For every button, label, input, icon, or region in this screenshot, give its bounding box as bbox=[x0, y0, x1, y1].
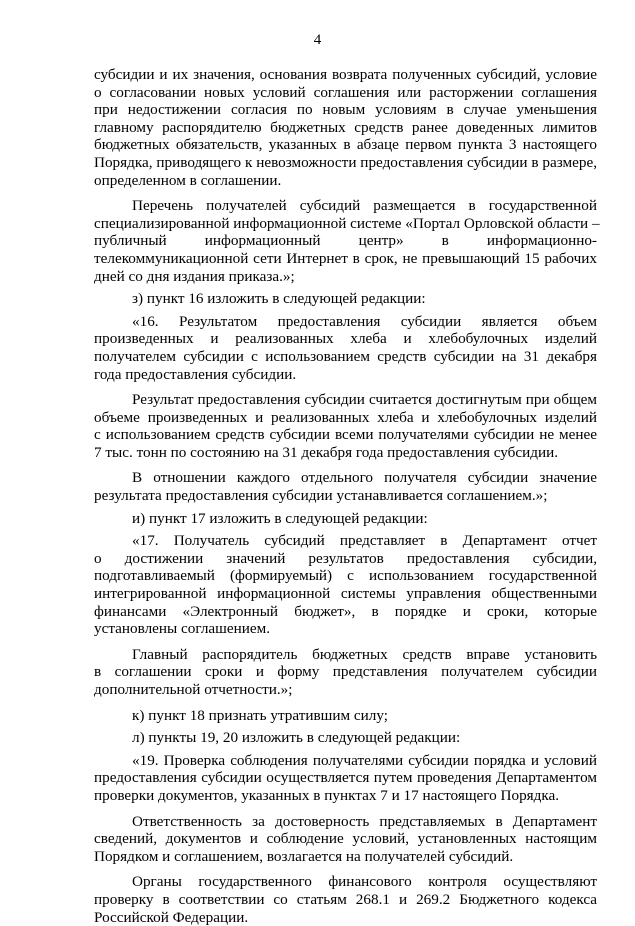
text-line: «16. Результатом предоставления субсидии является объем bbox=[132, 312, 597, 330]
text-line: Российской Федерации. bbox=[94, 908, 249, 926]
text-line: Органы государственного финансового контроля осуществляют bbox=[132, 873, 597, 891]
text-line: публичный информационный центр» в информационно- bbox=[94, 232, 597, 250]
text-line: объеме произведенных и реализованных хлеба и хлебобулочных изделий bbox=[94, 408, 597, 426]
text-line: Ответственность за достоверность представляемых в Департамент bbox=[132, 812, 597, 830]
text-line: с использованием средств субсидии всеми получателями субсидии не менее bbox=[94, 426, 597, 444]
text-line: проверку в соответствии со статьям 268.1 и 269.2 Бюджетного кодекса bbox=[94, 890, 597, 908]
text-line: Порядком и соглашением, возлагается на получателей субсидий. bbox=[94, 847, 514, 865]
text-line: Порядка, приводящего к невозможности предоставления субсидии в размере, bbox=[94, 153, 597, 171]
text-line: подготавливаемый (формируемый) с использованием государственной bbox=[94, 567, 597, 585]
text-line: дополнительной отчетности.»; bbox=[94, 681, 293, 698]
text-line: к) пункт 18 признать утратившим силу; bbox=[132, 706, 388, 724]
text-line: и) пункт 17 изложить в следующей редакции: bbox=[132, 509, 428, 527]
text-line: финансами «Электронный бюджет», в порядке и сроки, которые bbox=[94, 602, 597, 620]
text-line: в соглашении сроки и форму представления получателем субсидии bbox=[94, 663, 597, 681]
text-line: бюджетных обязательств, указанных в абзаце первом пункта 3 настоящего bbox=[94, 136, 597, 154]
text-line: результата предоставления субсидии устанавливается соглашением.»; bbox=[94, 487, 548, 505]
text-line: произведенных и реализованных хлеба и хлебобулочных изделий bbox=[94, 330, 597, 348]
page-number: 4 bbox=[313, 32, 322, 48]
text-line: проверки документов, указанных в пунктах 7 и 17 настоящего Порядка. bbox=[94, 786, 560, 804]
text-line: субсидии и их значения, основания возврата полученных субсидий, условие bbox=[94, 66, 597, 83]
text-line: л) пункты 19, 20 изложить в следующей редакции: bbox=[132, 729, 461, 747]
text-line: установлены соглашением. bbox=[94, 620, 270, 638]
text-line: получателем субсидии с использованием средств субсидии на 31 декабря bbox=[94, 347, 597, 365]
text-line: интегрированной информационной системы управления общественными bbox=[94, 585, 597, 603]
text-line: главному распорядителю бюджетных средств ранее доведенных лимитов bbox=[94, 118, 597, 136]
text-line: Результат предоставления субсидии считается достигнутым при общем bbox=[132, 391, 597, 409]
text-line: «17. Получатель субсидий представляет в Департамент отчет bbox=[132, 532, 597, 550]
text-line: о согласовании новых условий соглашения или расторжении соглашения bbox=[94, 83, 597, 101]
text-line: специализированной информационной системе «Портал Орловской области – bbox=[94, 214, 600, 232]
text-line: «19. Проверка соблюдения получателями субсидии порядка и условий bbox=[132, 751, 597, 769]
text-line: предоставления субсидии осуществляется путем проведения Департаментом bbox=[94, 769, 597, 787]
text-line: Перечень получателей субсидий размещается в государственной bbox=[132, 197, 597, 215]
text-line: Главный распорядитель бюджетных средств вправе установить bbox=[132, 645, 597, 663]
text-line: определенном в соглашении. bbox=[94, 171, 282, 189]
text-line: телекоммуникационной сети Интернет в срок, не превышающий 15 рабочих bbox=[94, 249, 597, 267]
text-line: В отношении каждого отдельного получателя субсидии значение bbox=[132, 469, 597, 487]
text-line: года предоставления субсидии. bbox=[94, 365, 297, 383]
document-body bbox=[94, 66, 600, 926]
text-line: при недостижении согласия по новым условиям в случае уменьшения bbox=[94, 101, 597, 119]
text-line: 7 тыс. тонн по состоянию на 31 декабря года предоставления субсидии. bbox=[94, 443, 559, 461]
text-line: о достижении значений результатов предоставления субсидии, bbox=[94, 549, 597, 567]
text-line: дней со дня издания приказа.»; bbox=[94, 267, 295, 285]
text-line: сведений, документов и соблюдение условий, установленных настоящим bbox=[94, 830, 597, 848]
text-line: з) пункт 16 изложить в следующей редакции: bbox=[132, 290, 426, 308]
